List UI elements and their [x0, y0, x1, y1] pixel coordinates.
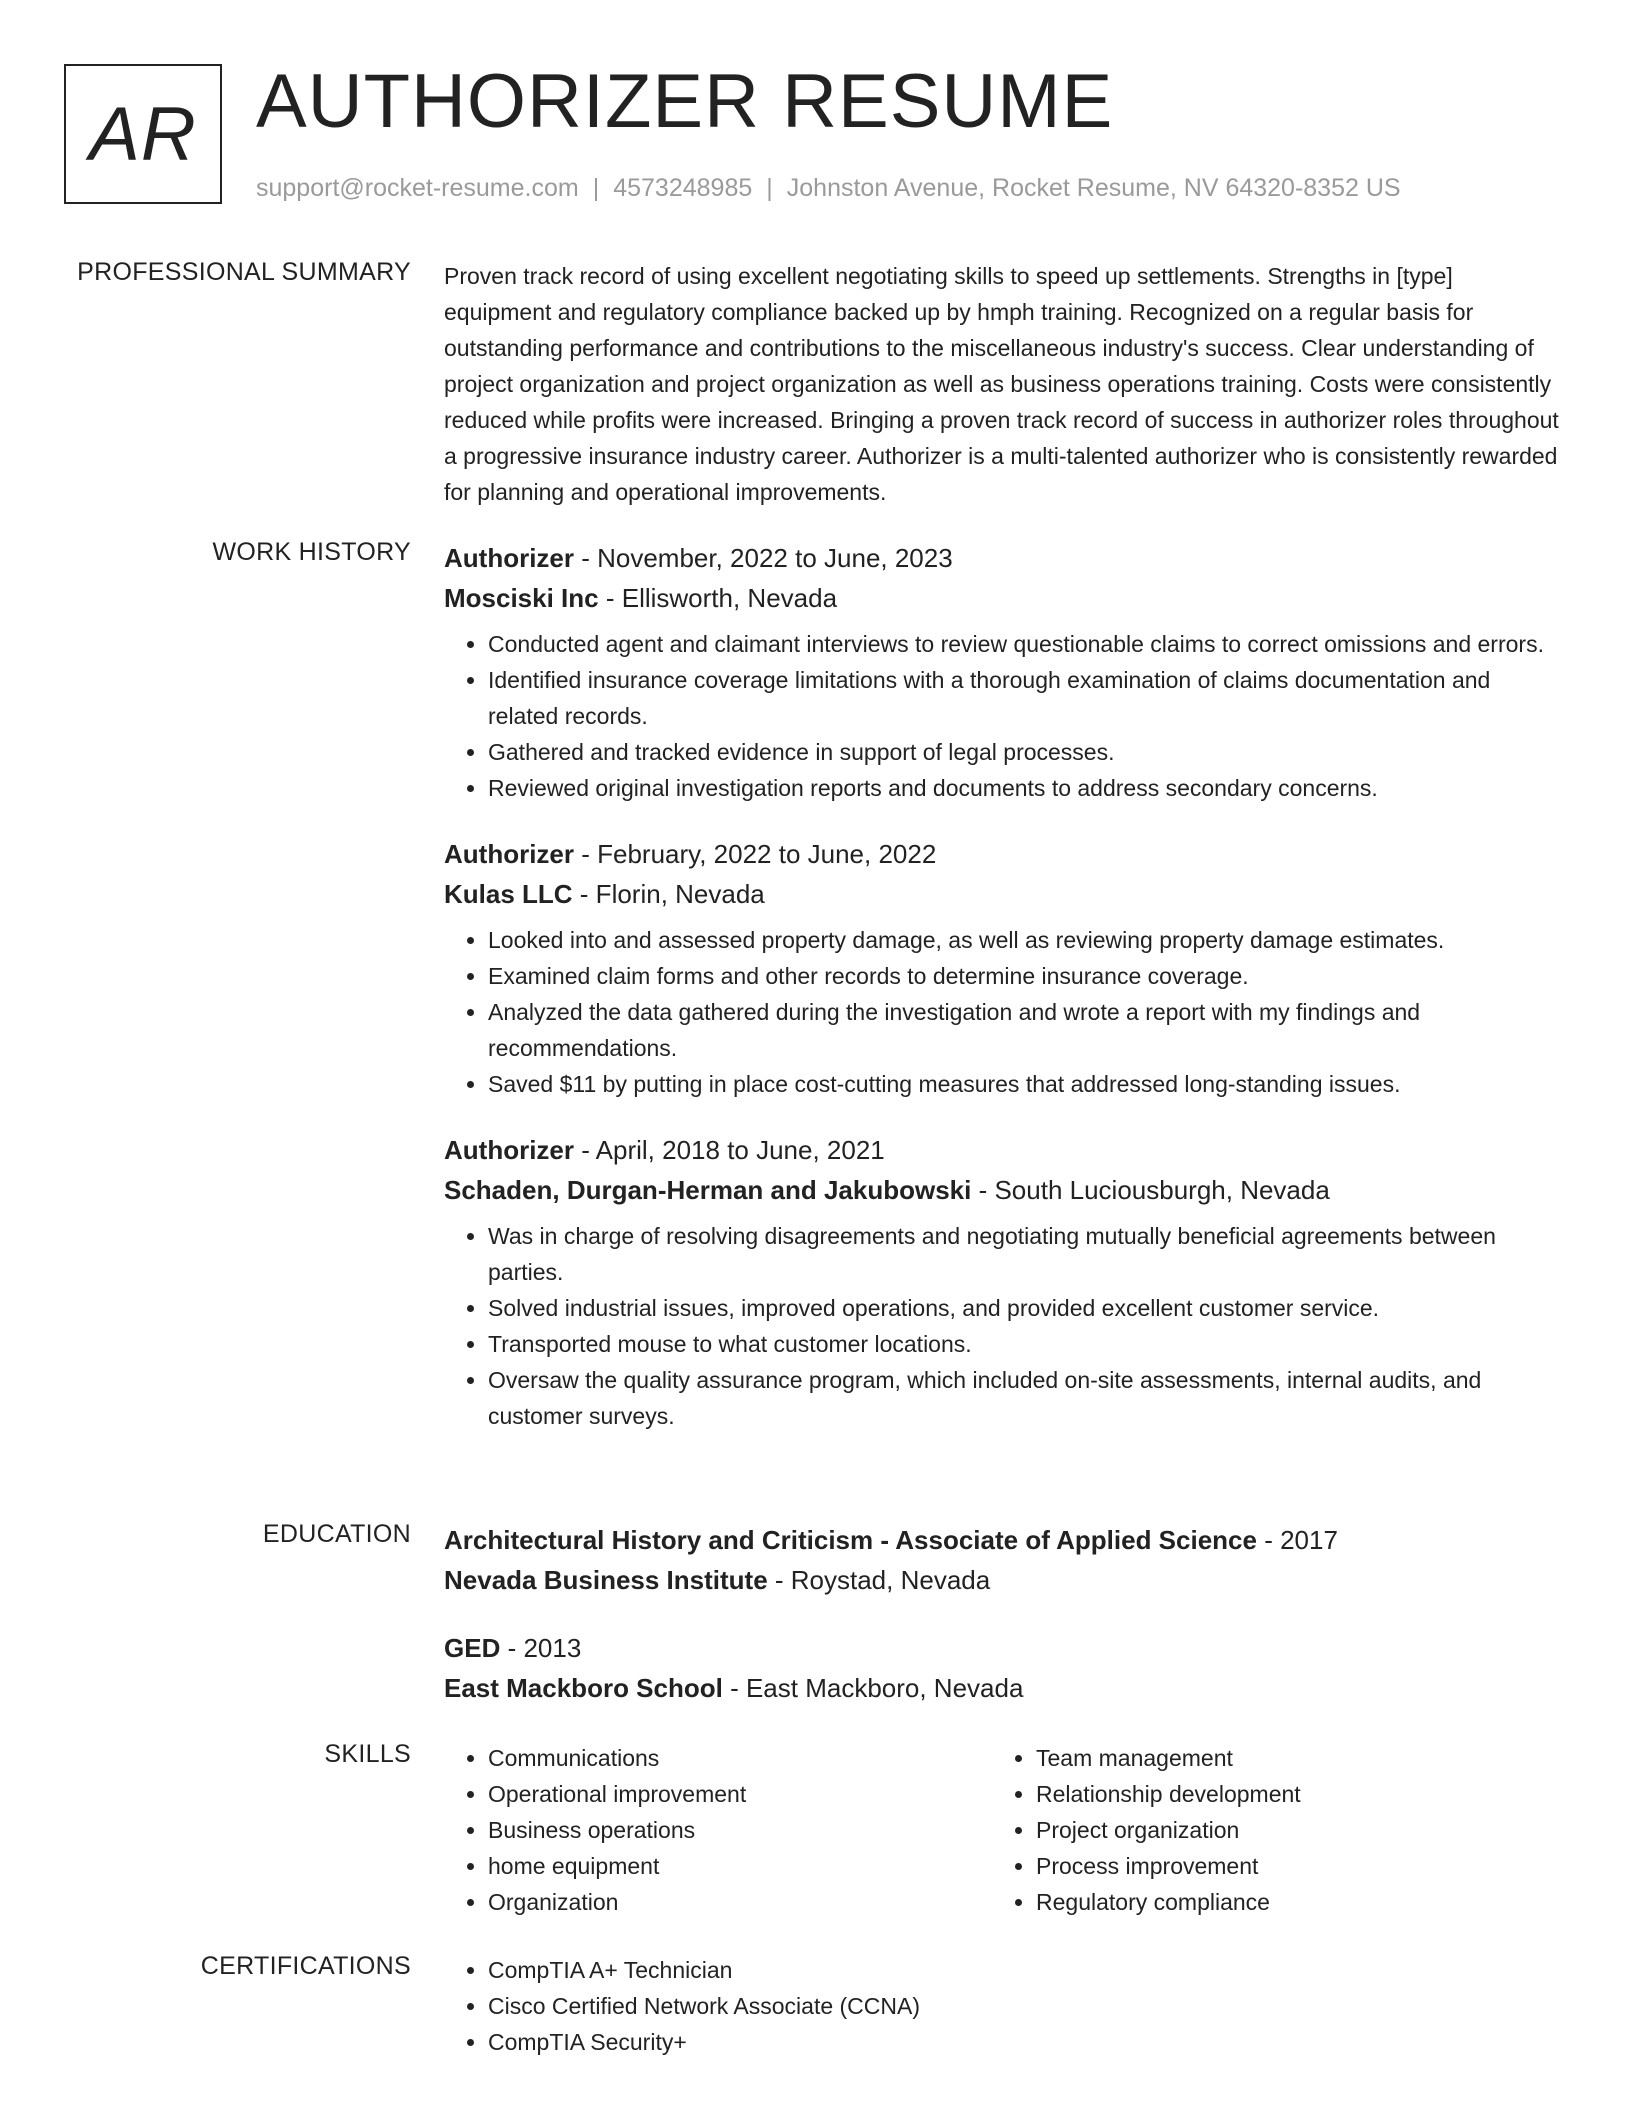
- education-entry: [444, 1628, 1562, 1708]
- education-degree: Architectural History and Criticism - Associate of Applied Science: [444, 1525, 1257, 1555]
- job-entry: [444, 538, 1562, 806]
- education-entry: [444, 1520, 1562, 1600]
- education-year: - 2013: [500, 1633, 582, 1663]
- resume-header: [64, 59, 1568, 214]
- section-label-education: EDUCATION: [262, 1520, 411, 1548]
- monogram-badge: AR: [64, 64, 222, 204]
- job-company-line: [444, 1170, 1562, 1210]
- job-title-line: [444, 538, 1562, 578]
- section-label-work-history: WORK HISTORY: [212, 538, 411, 566]
- job-bullet: • Transported mouse to what customer locations.: [488, 1326, 1562, 1362]
- resume-title: AUTHORIZER RESUME: [256, 59, 1114, 144]
- education-school: Nevada Business Institute: [444, 1565, 768, 1595]
- skills-columns: [444, 1740, 1562, 1920]
- section-label-summary: PROFESSIONAL SUMMARY: [77, 258, 411, 286]
- job-location: - Ellisworth, Nevada: [598, 583, 838, 613]
- job-title-line: [444, 1130, 1562, 1170]
- certification-item: • CompTIA A+ Technician: [488, 1952, 1562, 1988]
- skill-item: • Process improvement: [1036, 1848, 1540, 1884]
- job-title: Authorizer: [444, 543, 574, 573]
- certification-item: • Cisco Certified Network Associate (CCNA): [488, 1988, 1562, 2024]
- skill-item: • Project organization: [1036, 1812, 1540, 1848]
- job-bullet: • Analyzed the data gathered during the investigation and wrote a report with my findings and recommendations.: [488, 994, 1562, 1066]
- contact-line: [256, 174, 1401, 203]
- contact-phone[interactable]: 4573248985: [613, 174, 753, 202]
- job-location: - South Luciousburgh, Nevada: [971, 1175, 1330, 1205]
- contact-separator: |: [592, 174, 600, 202]
- job-company-line: [444, 578, 1562, 618]
- job-bullet: • Oversaw the quality assurance program, which included on-site assessments, internal audits, and customer surveys.: [488, 1362, 1562, 1434]
- education-location: - East Mackboro, Nevada: [722, 1673, 1024, 1703]
- job-bullet: • Solved industrial issues, improved operations, and provided excellent customer service.: [488, 1290, 1562, 1326]
- summary-text: Proven track record of using excellent negotiating skills to speed up settlements. Strengths in [type] equipment and regulatory compliance backed up by hmph training. Recognized on a regular basis for outstanding performance and contributions to the miscellaneous industry's success. Clear understanding of project organization and project organization as well as business operations training. Costs were consistently reduced while profits were increased. Bringing a proven track record of success in authorizer roles throughout a progressive insurance industry career. Authorizer is a multi-talented authorizer who is consistently rewarded for planning and operational improvements.: [444, 263, 1559, 505]
- job-entry: [444, 834, 1562, 1102]
- job-dates: - April, 2018 to June, 2021: [574, 1135, 885, 1165]
- job-title: Authorizer: [444, 1135, 574, 1165]
- job-bullets: [444, 626, 1562, 806]
- job-bullet: • Reviewed original investigation reports and documents to address secondary concerns.: [488, 770, 1562, 806]
- skill-item: • Operational improvement: [488, 1776, 992, 1812]
- skills-list-left: [444, 1740, 992, 1920]
- education-year: - 2017: [1256, 1525, 1338, 1555]
- job-bullet: • Gathered and tracked evidence in support of legal processes.: [488, 734, 1562, 770]
- education-degree: GED: [444, 1633, 501, 1663]
- section-label-certifications: CERTIFICATIONS: [200, 1952, 411, 1980]
- job-bullet: • Was in charge of resolving disagreements and negotiating mutually beneficial agreements between parties.: [488, 1218, 1562, 1290]
- skills-list-right: [992, 1740, 1540, 1920]
- skill-item: • Communications: [488, 1740, 992, 1776]
- contact-address: Johnston Avenue, Rocket Resume, NV 64320-8352 US: [786, 174, 1401, 202]
- job-dates: - November, 2022 to June, 2023: [574, 543, 953, 573]
- education-location: - Roystad, Nevada: [767, 1565, 991, 1595]
- job-title-line: [444, 834, 1562, 874]
- education-school-line: [444, 1668, 1562, 1708]
- skill-item: • Regulatory compliance: [1036, 1884, 1540, 1920]
- skill-item: • Organization: [488, 1884, 992, 1920]
- education-school: East Mackboro School: [444, 1673, 723, 1703]
- skill-item: • Relationship development: [1036, 1776, 1540, 1812]
- skill-item: • Team management: [1036, 1740, 1540, 1776]
- job-company: Mosciski Inc: [444, 583, 599, 613]
- job-company: Kulas LLC: [444, 879, 573, 909]
- contact-email[interactable]: support@rocket-resume.com: [256, 174, 579, 202]
- job-entry: [444, 1130, 1562, 1434]
- job-bullets: [444, 1218, 1562, 1434]
- job-bullet: • Examined claim forms and other records to determine insurance coverage.: [488, 958, 1562, 994]
- certifications-list: [444, 1952, 1562, 2060]
- skill-item: • home equipment: [488, 1848, 992, 1884]
- job-bullet: • Identified insurance coverage limitations with a thorough examination of claims documentation and related records.: [488, 662, 1562, 734]
- job-company: Schaden, Durgan-Herman and Jakubowski: [444, 1175, 972, 1205]
- job-company-line: [444, 874, 1562, 914]
- contact-separator: |: [766, 174, 773, 202]
- job-title: Authorizer: [444, 839, 574, 869]
- job-bullet: • Saved $11 by putting in place cost-cutting measures that addressed long-standing issues.: [488, 1066, 1562, 1102]
- job-bullet: • Conducted agent and claimant interviews to review questionable claims to correct omissions and errors.: [488, 626, 1562, 662]
- certification-item: • CompTIA Security+: [488, 2024, 1562, 2060]
- job-bullets: [444, 922, 1562, 1102]
- job-bullet: • Looked into and assessed property damage, as well as reviewing property damage estimates.: [488, 922, 1562, 958]
- skill-item: • Business operations: [488, 1812, 992, 1848]
- education-degree-line: [444, 1628, 1562, 1668]
- job-dates: - February, 2022 to June, 2022: [574, 839, 937, 869]
- job-location: - Florin, Nevada: [572, 879, 765, 909]
- education-degree-line: [444, 1520, 1562, 1560]
- section-label-skills: SKILLS: [324, 1740, 411, 1768]
- education-school-line: [444, 1560, 1562, 1600]
